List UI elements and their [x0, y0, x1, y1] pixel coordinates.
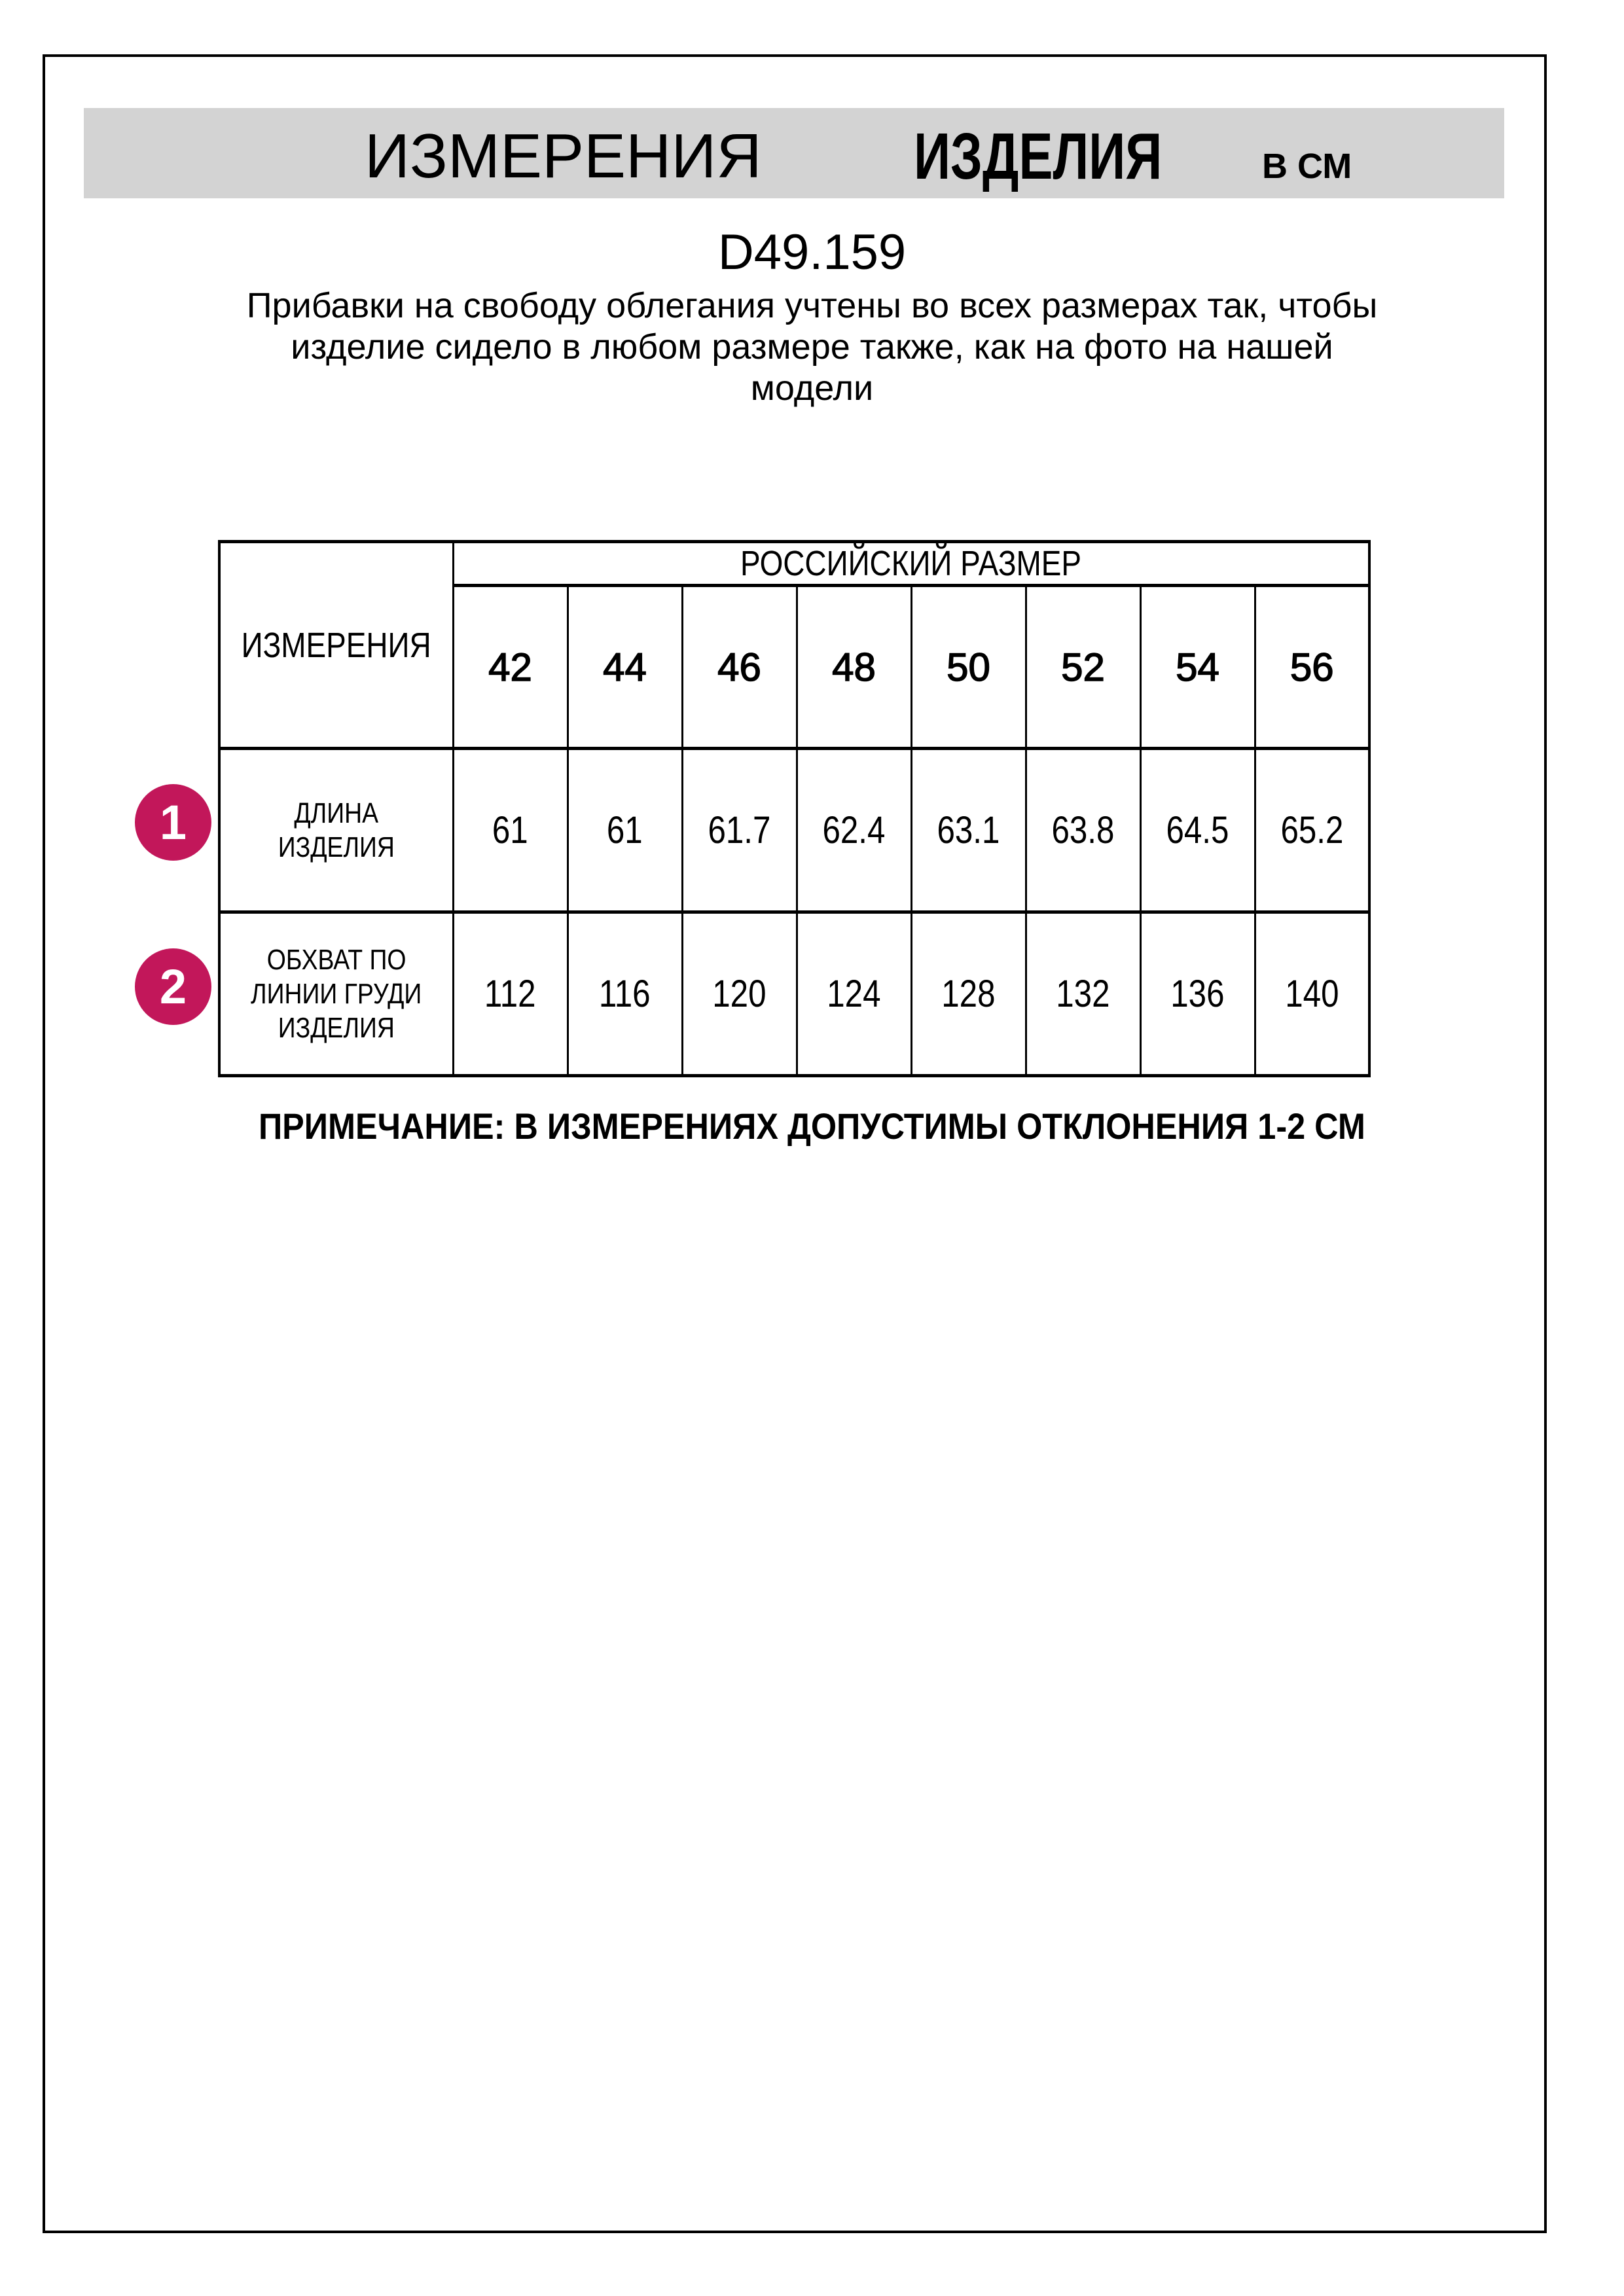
table-cell: [1255, 749, 1369, 912]
row-label-chest: [219, 912, 453, 1076]
cell-value: 62.4: [822, 809, 886, 852]
size-group-header: [453, 542, 1369, 586]
table-cell: [568, 749, 682, 912]
table-cell: [1026, 912, 1140, 1076]
cell-value: 61.7: [708, 809, 771, 852]
row-label-length: [219, 749, 453, 912]
cell-value: 64.5: [1166, 809, 1229, 852]
row-label-line: ОБХВАТ ПО: [266, 943, 406, 976]
cell-value: 112: [484, 973, 536, 1015]
row-label-line: ДЛИНА: [294, 797, 379, 829]
product-code: D49.159: [717, 224, 907, 280]
size-header: 50: [911, 586, 1026, 749]
table-row-length: [219, 749, 1369, 912]
cell-value: 116: [599, 973, 651, 1015]
row-label-line: ИЗДЕЛИЯ: [278, 831, 395, 863]
table-cell: [453, 912, 568, 1076]
cell-value: 124: [827, 973, 881, 1015]
cell-value: 63.8: [1051, 809, 1115, 852]
cell-value: 136: [1170, 973, 1225, 1015]
table-cell: [682, 749, 797, 912]
cell-value: 140: [1285, 973, 1339, 1015]
table-cell: [911, 749, 1026, 912]
cell-value: 65.2: [1280, 809, 1344, 852]
size-header: 56: [1255, 586, 1369, 749]
intro-line: изделие сидело в любом размере также, как на фото на нашей: [291, 327, 1333, 367]
size-header: 48: [797, 586, 911, 749]
page-title-unit: В СМ: [1262, 147, 1352, 186]
size-header: 44: [568, 586, 682, 749]
table-cell: [797, 749, 911, 912]
table-cell: [1026, 749, 1140, 912]
page-title-measurements: ИЗМЕРЕНИЯ: [365, 121, 762, 191]
note-text: [0, 1105, 1624, 1147]
table-corner-label-text: ИЗМЕРЕНИЯ: [241, 625, 431, 665]
table-cell: [1140, 912, 1255, 1076]
page-title-product: ИЗДЕЛИЯ: [914, 120, 1163, 193]
size-header: 42: [453, 586, 568, 749]
table-cell: [682, 912, 797, 1076]
table-cell: [453, 749, 568, 912]
table-row-chest: [219, 912, 1369, 1076]
size-group-header-text: РОССИЙСКИЙ РАЗМЕР: [740, 544, 1082, 583]
size-header: 46: [682, 586, 797, 749]
row-label-line: ЛИНИИ ГРУДИ: [251, 977, 422, 1010]
table-cell: [797, 912, 911, 1076]
row-number-badge-2: 2: [135, 948, 211, 1025]
table-cell: [911, 912, 1026, 1076]
note-text-inner: ПРИМЕЧАНИЕ: В ИЗМЕРЕНИЯХ ДОПУСТИМЫ ОТКЛОНЕНИЯ 1-2 СМ: [259, 1105, 1365, 1147]
intro-paragraph: [0, 285, 1624, 409]
row-label-line: ИЗДЕЛИЯ: [278, 1011, 395, 1044]
size-header: 54: [1140, 586, 1255, 749]
cell-value: 61: [492, 809, 528, 852]
cell-value: 63.1: [937, 809, 1000, 852]
cell-value: 132: [1056, 973, 1110, 1015]
table-cell: [1140, 749, 1255, 912]
table-corner-label: [219, 542, 453, 749]
title-bar: [84, 108, 1504, 198]
cell-value: 128: [941, 973, 996, 1015]
row-number-badge-1: 1: [135, 784, 211, 861]
size-table: [218, 540, 1371, 1077]
cell-value: 61: [607, 809, 643, 852]
table-cell: [568, 912, 682, 1076]
cell-value: 120: [712, 973, 767, 1015]
intro-line: Прибавки на свободу облегания учтены во всех размерах так, чтобы: [246, 286, 1378, 325]
intro-line: модели: [750, 368, 874, 408]
table-cell: [1255, 912, 1369, 1076]
size-header: 52: [1026, 586, 1140, 749]
